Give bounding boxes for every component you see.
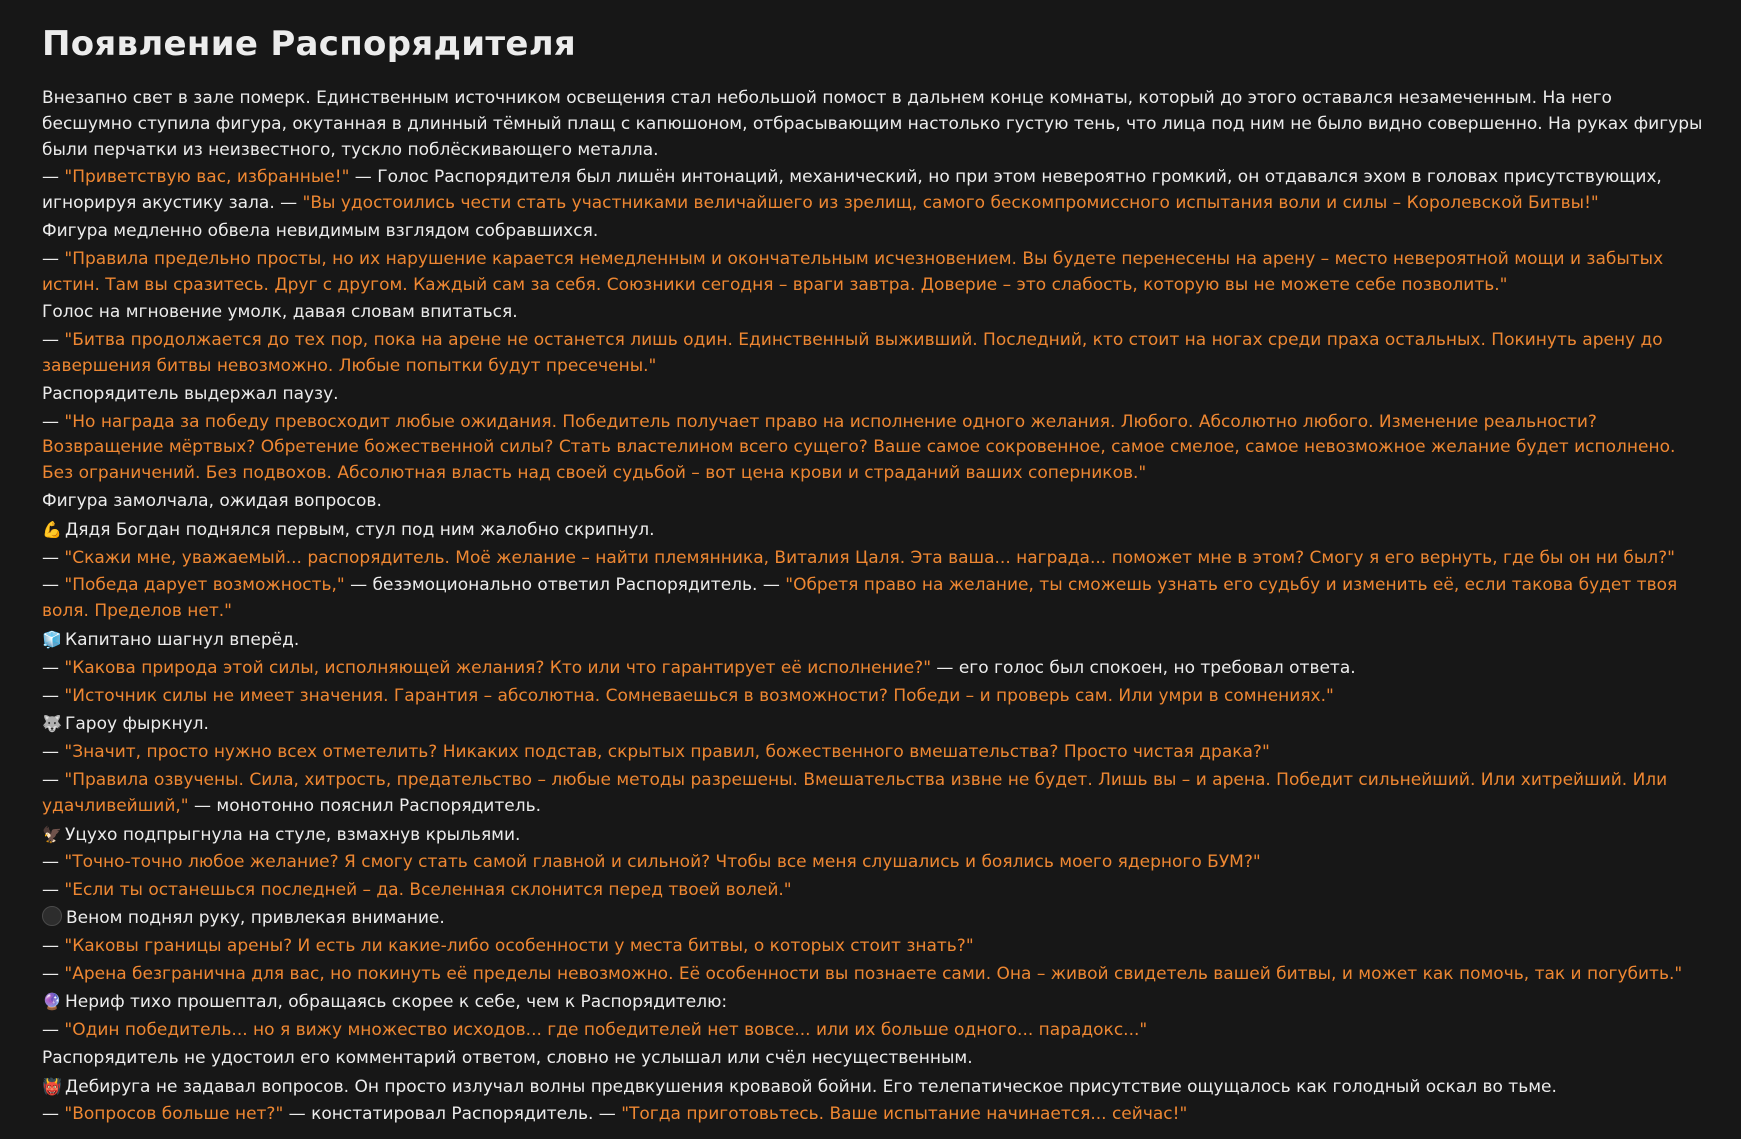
paragraph xyxy=(42,740,1707,766)
narration-text: — xyxy=(42,330,65,351)
wolf-icon: 🐺 xyxy=(42,714,62,734)
black-circle-icon xyxy=(42,906,62,926)
dialogue-quote: "Какова природа этой силы, исполняющей желания? Кто или что гарантирует её исполнение?" xyxy=(64,657,932,678)
narration-text: Голос на мгновение умолк, давая словам впитаться. xyxy=(42,302,518,323)
narration-text: Распорядитель не удостоил его комментарий ответом, словно не услышал или счёл несущественным. xyxy=(42,1047,973,1068)
paragraph xyxy=(42,684,1707,710)
dialogue-quote: "Вы удостоились чести стать участниками величайшего из зрелищ, самого бескомпромиссного испытания воли и силы – Королевской Битвы!" xyxy=(302,193,1599,214)
dialogue-quote: "Победа дарует возможность," xyxy=(64,575,345,596)
dialogue-quote: "Обретя право на желание, ты сможешь узнать его судьбу и изменить её, если такова будет твоя воля. Пределов нет." xyxy=(42,575,1678,622)
ogre-icon: 👹 xyxy=(42,1076,62,1096)
narration-text: Внезапно свет в зале померк. Единственным источником освещения стал небольшой помост в дальнем конце комнаты, который до этого оставался незамеченным. На него бесшумно ступила фигура, окутанная в длинный тёмный плащ с капюшоном, отбрасывающим настолько густую тень, что лица под ним не было видно совершенно. На руках фигуры были перчатки из неизвестного, тускло поблёскивающего металла. xyxy=(42,88,1703,160)
paragraph xyxy=(42,934,1707,960)
narration-text: — xyxy=(42,742,65,763)
narration-text: Капитано шагнул вперёд. xyxy=(65,629,300,650)
dialogue-quote: "Тогда приготовьтесь. Ваше испытание начинается... сейчас!" xyxy=(621,1104,1188,1125)
paragraph xyxy=(42,906,1707,932)
paragraph xyxy=(42,1046,1707,1072)
paragraph xyxy=(42,768,1707,820)
paragraph xyxy=(42,656,1707,682)
paragraph xyxy=(42,850,1707,876)
dialogue-quote: "Но награда за победу превосходит любые ожидания. Победитель получает право на исполнение одного желания. Любого. Абсолютно любого. Изменение реальности? Возвращение мёртвых? Обретение божественной силы? Стать властелином всего сущего? Ваше самое сокровенное, самое смелое, самое невозможное желание будет исполнено. Без ограничений. Без подвохов. Абсолютная власть над своей судьбой – вот цена крови и страданий ваших соперников." xyxy=(42,411,1676,484)
paragraph xyxy=(42,1102,1707,1128)
narration-text: — Голос Распорядителя был лишён интонаций, механический, но при этом невероятно громкий, он отдавался эхом в головах присутствующих, игнорируя акустику зала. — xyxy=(42,167,1662,214)
narration-text: Дебируга не задавал вопросов. Он просто излучал волны предвкушения кровавой бойни. Его телепатическое присутствие ощущалось как голодный оскал во тьме. xyxy=(65,1076,1557,1097)
narration-text: Гароу фыркнул. xyxy=(65,714,209,735)
narration-text: Дядя Богдан поднялся первым, стул под ним жалобно скрипнул. xyxy=(65,519,655,540)
dialogue-quote: "Каковы границы арены? И есть ли какие-либо особенности у места битвы, о которых стоит знать?" xyxy=(64,935,974,956)
paragraph xyxy=(42,989,1707,1016)
narration-text: — xyxy=(42,575,65,596)
narration-text: Фигура замолчала, ожидая вопросов. xyxy=(42,490,382,511)
narration-text: — xyxy=(42,1020,65,1041)
narration-text: — xyxy=(42,685,65,706)
narration-text: — xyxy=(42,1104,65,1125)
narration-text: — констатировал Распорядитель. — xyxy=(283,1104,622,1125)
narration-text: — xyxy=(42,935,65,956)
narration-text: — безэмоционально ответил Распорядитель. — xyxy=(344,575,786,596)
narration-text: — xyxy=(42,411,65,432)
narration-text: — его голос был спокоен, но требовал ответа. xyxy=(931,657,1356,678)
narration-text: Уцухо подпрыгнула на стуле, взмахнув крыльями. xyxy=(65,824,521,845)
narration-text: Фигура медленно обвела невидимым взглядом собравшихся. xyxy=(42,220,599,241)
narration-text: — xyxy=(42,248,65,269)
narration-text: Распорядитель выдержал паузу. xyxy=(42,383,339,404)
narration-text: — xyxy=(42,657,65,678)
narration-text: Нериф тихо прошептал, обращаясь скорее к себе, чем к Распорядителю: xyxy=(65,992,728,1013)
paragraph xyxy=(42,219,1707,245)
crystal-ball-icon: 🔮 xyxy=(42,992,62,1012)
paragraph xyxy=(42,300,1707,326)
paragraph xyxy=(42,627,1707,654)
dialogue-quote: "Если ты останешься последней – да. Вселенная склонится перед твоей волей." xyxy=(64,880,792,901)
dialogue-quote: "Точно-точно любое желание? Я смогу стать самой главной и сильной? Чтобы все меня слушались и боялись моего ядерного БУМ?" xyxy=(64,852,1261,873)
eagle-icon: 🦅 xyxy=(42,824,62,844)
narration-text: — xyxy=(42,963,65,984)
dialogue-quote: "Арена безгранична для вас, но покинуть её пределы невозможно. Её особенности вы познаете сами. Она – живой свидетель вашей битвы, и может как помочь, так и погубить." xyxy=(64,963,1683,984)
story-body xyxy=(42,86,1707,1128)
dialogue-quote: "Битва продолжается до тех пор, пока на арене не останется лишь один. Единственный выживший. Последний, кто стоит на ногах среди праха остальных. Покинуть арену до завершения битвы невозможно. Любые попытки будут пресечены." xyxy=(42,330,1663,376)
paragraph xyxy=(42,382,1707,408)
paragraph xyxy=(42,546,1707,572)
ice-cube-icon: 🧊 xyxy=(42,629,62,649)
narration-text: — xyxy=(42,852,65,873)
narration-text: — монотонно пояснил Распорядитель. xyxy=(188,795,542,816)
paragraph xyxy=(42,1018,1707,1044)
narration-text: — xyxy=(42,167,65,188)
paragraph xyxy=(42,86,1707,163)
paragraph xyxy=(42,165,1707,217)
narration-text: — xyxy=(42,547,65,568)
dialogue-quote: "Правила озвучены. Сила, хитрость, предательство – любые методы разрешены. Вмешательства извне не будет. Лишь вы – и арена. Победит сильнейший. Или хитрейший. Или удачливейший," xyxy=(42,769,1668,816)
paragraph xyxy=(42,573,1707,625)
dialogue-quote: "Вопросов больше нет?" xyxy=(64,1104,284,1125)
paragraph xyxy=(42,878,1707,904)
narration-text: — xyxy=(42,769,65,790)
dialogue-quote: "Значит, просто нужно всех отметелить? Никаких подстав, скрытых правил, божественного вмешательства? Просто чистая драка?" xyxy=(64,742,1270,763)
flexed-biceps-icon: 💪 xyxy=(42,519,62,539)
paragraph xyxy=(42,822,1707,849)
dialogue-quote: "Скажи мне, уважаемый... распорядитель. Моё желание – найти племянника, Виталия Цаля. Эта ваша... награда... поможет мне в этом? Смогу я его вернуть, где бы он ни был?" xyxy=(64,547,1675,568)
dialogue-quote: "Один победитель... но я вижу множество исходов... где победителей нет вовсе... или их больше одного... парадокс..." xyxy=(64,1020,1148,1041)
document-title: Появление Распорядителя xyxy=(42,24,577,64)
paragraph xyxy=(42,962,1707,988)
narration-text: Веном поднял руку, привлекая внимание. xyxy=(66,907,445,928)
dialogue-quote: "Приветствую вас, избранные!" xyxy=(64,167,350,188)
dialogue-quote: "Источник силы не имеет значения. Гарантия – абсолютна. Сомневаешься в возможности? Победи – и проверь сам. Или умри в сомнениях." xyxy=(64,685,1334,706)
paragraph xyxy=(42,328,1707,380)
paragraph xyxy=(42,247,1707,299)
paragraph xyxy=(42,410,1707,487)
narration-text: — xyxy=(42,880,65,901)
paragraph xyxy=(42,711,1707,738)
dialogue-quote: "Правила предельно просты, но их нарушение карается немедленным и окончательным исчезновением. Вы будете перенесены на арену – место невероятной мощи и забытых истин. Там вы сразитесь. Друг с другом. Каждый сам за себя. Союзники сегодня – враги завтра. Доверие – это слабость, которую вы не можете себе позволить." xyxy=(42,248,1664,295)
paragraph xyxy=(42,1074,1707,1101)
paragraph xyxy=(42,517,1707,544)
paragraph xyxy=(42,489,1707,515)
